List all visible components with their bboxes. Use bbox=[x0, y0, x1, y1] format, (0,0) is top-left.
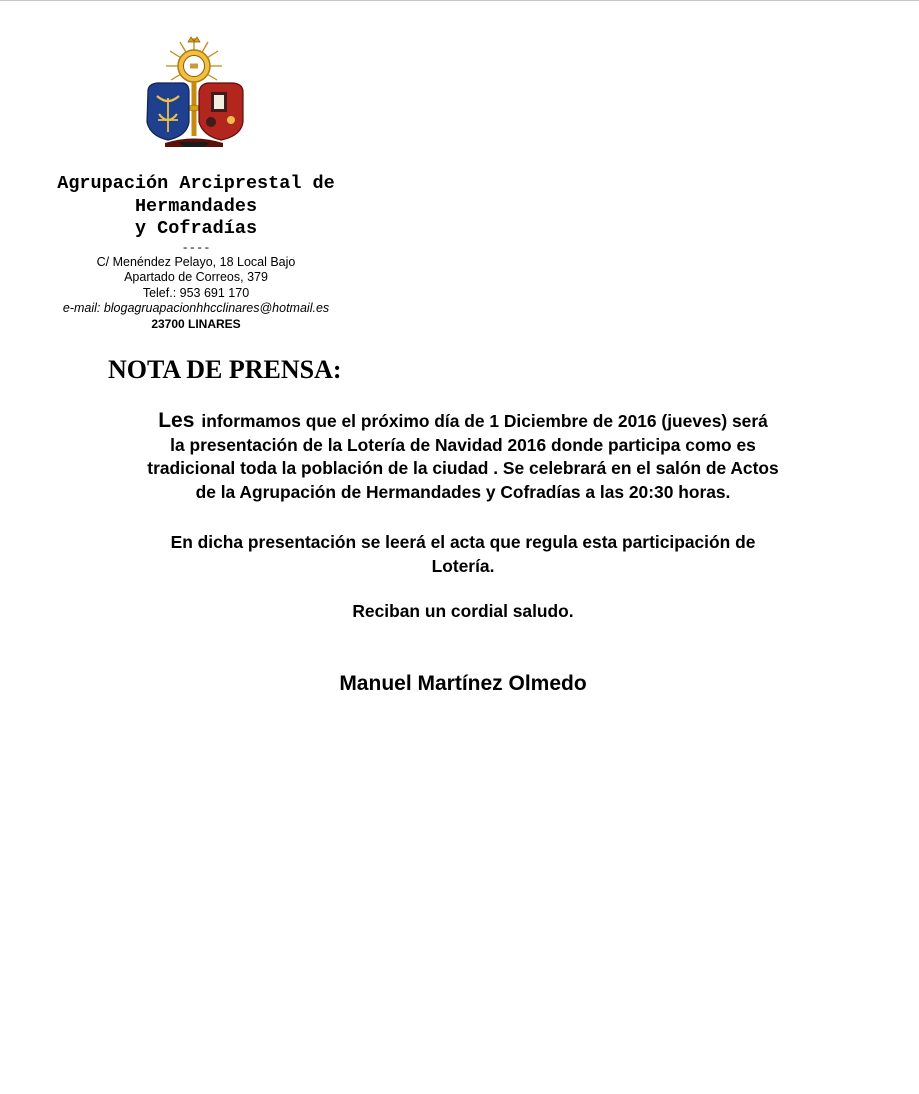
paragraph-line: Lotería. bbox=[431, 555, 495, 576]
page-top-border bbox=[0, 0, 919, 1]
phone-number: Telef.: 953 691 170 bbox=[142, 285, 250, 300]
paragraph-line: la presentación de la Lotería de Navidad 2016 donde participa como es bbox=[170, 434, 756, 455]
brotherhood-emblem-logo bbox=[143, 36, 249, 148]
letterhead bbox=[30, 36, 362, 332]
org-name-line: y Cofradías bbox=[134, 218, 258, 239]
press-release-heading: NOTA DE PRENSA: bbox=[108, 355, 342, 384]
paragraph-first-word: Les bbox=[158, 409, 195, 432]
reading-paragraph bbox=[96, 531, 830, 578]
postal-city: 23700 LINARES bbox=[151, 316, 241, 331]
paragraph-line-text: informamos que el próximo día de 1 Diciembre de 2016 (jueves) será bbox=[201, 411, 768, 431]
organization-name bbox=[30, 173, 362, 241]
paragraph-line bbox=[96, 409, 830, 434]
closing-greeting: Reciban un cordial saludo. bbox=[352, 601, 574, 621]
email-address: e-mail: blogagruapacionhhcclinares@hotmail.es bbox=[62, 301, 330, 315]
letterhead-separator: ---- bbox=[181, 240, 211, 255]
paragraph-line: En dicha presentación se leerá el acta que regula esta participación de bbox=[170, 532, 756, 552]
signature-name: Manuel Martínez Olmedo bbox=[339, 672, 587, 695]
org-name-line: Agrupación Arciprestal de bbox=[57, 173, 335, 194]
street-address: C/ Menéndez Pelayo, 18 Local Bajo bbox=[96, 254, 296, 269]
announcement-paragraph bbox=[96, 409, 830, 504]
po-box: Apartado de Correos, 379 bbox=[124, 270, 268, 284]
org-name-line: Hermandades bbox=[134, 195, 258, 217]
paragraph-line: de la Agrupación de Hermandades y Cofradías a las 20:30 horas. bbox=[195, 481, 731, 502]
paragraph-line: tradicional toda la población de la ciudad . Se celebrará en el salón de Actos bbox=[147, 458, 779, 478]
